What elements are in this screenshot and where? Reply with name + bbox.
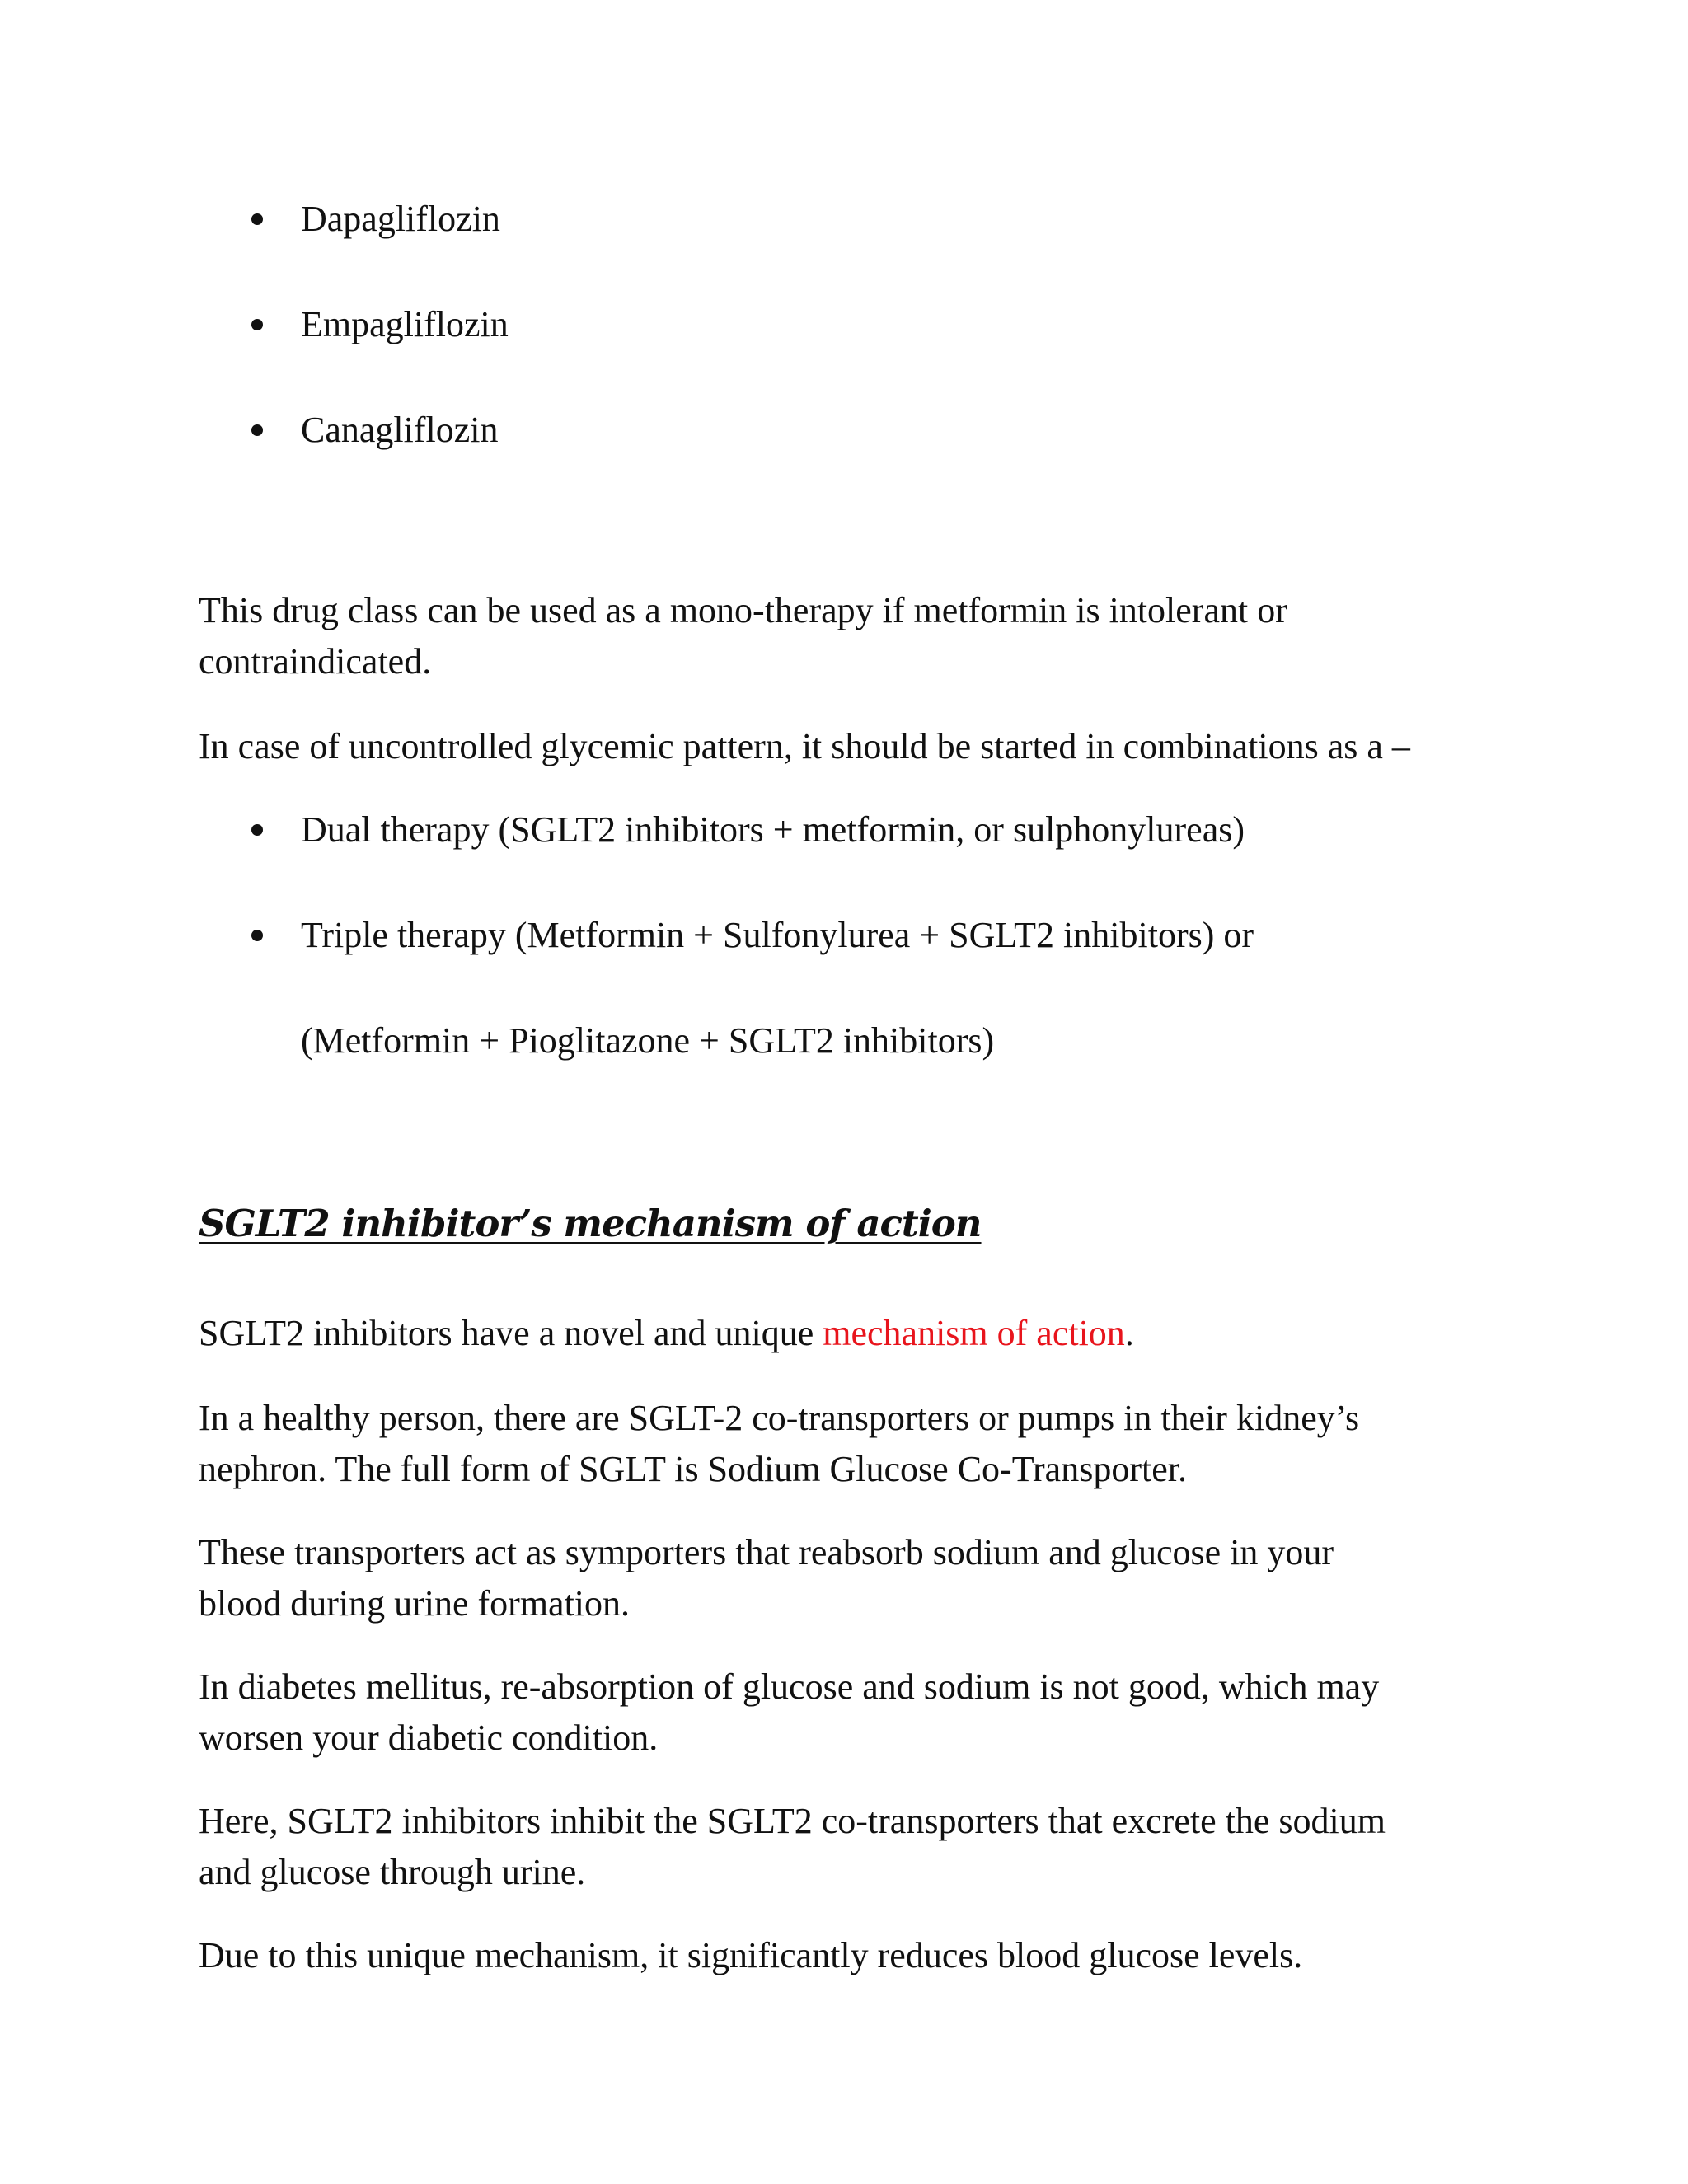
moa-intro-suffix: . [1124, 1313, 1134, 1353]
paragraph-line: In case of uncontrolled glycemic pattern, it should be started in combinations as a – [199, 726, 1410, 766]
paragraph-line: contraindicated. [199, 641, 432, 682]
paragraph-line: and glucose through urine. [199, 1852, 586, 1892]
paragraph-line: Due to this unique mechanism, it significantly reduces blood glucose levels. [199, 1935, 1303, 1975]
list-item-continuation [301, 1015, 994, 1066]
bullet-icon [251, 824, 263, 836]
paragraph-symporters [199, 1527, 1501, 1629]
bullet-icon [251, 213, 263, 225]
list-item-empagliflozin [251, 299, 509, 350]
list-item-canagliflozin [251, 405, 499, 456]
list-item-triple-therapy [251, 910, 1254, 961]
paragraph-diabetes-mellitus [199, 1661, 1501, 1764]
list-item-label: Empagliflozin [301, 304, 509, 344]
paragraph-line [199, 1308, 1501, 1359]
paragraph-line: nephron. The full form of SGLT is Sodium Glucose Co-Transporter. [199, 1449, 1187, 1489]
bullet-icon [251, 319, 263, 330]
paragraph-inhibition [199, 1796, 1501, 1898]
list-item-label: Dual therapy (SGLT2 inhibitors + metformin, or sulphonylureas) [301, 809, 1245, 850]
list-item-dual-therapy [251, 804, 1245, 855]
paragraph-mono-therapy [199, 585, 1501, 687]
bullet-icon [251, 930, 263, 941]
list-item-label: Canagliflozin [301, 410, 499, 450]
paragraph-line: In diabetes mellitus, re-absorption of glucose and sodium is not good, which may [199, 1666, 1380, 1707]
paragraph-line: blood during urine formation. [199, 1583, 631, 1624]
mechanism-of-action-link[interactable]: mechanism of action [823, 1313, 1125, 1353]
list-item-dapagliflozin [251, 194, 500, 245]
paragraph-healthy-person [199, 1393, 1501, 1495]
paragraph-moa-intro [199, 1308, 1501, 1359]
paragraph-combination-intro [199, 721, 1501, 772]
paragraph-line: In a healthy person, there are SGLT-2 co-transporters or pumps in their kidney’s [199, 1398, 1360, 1438]
list-item-label: Triple therapy (Metformin + Sulfonylurea + SGLT2 inhibitors) or [301, 915, 1254, 955]
list-item-label: (Metformin + Pioglitazone + SGLT2 inhibitors) [301, 1020, 995, 1061]
section-heading: SGLT2 inhibitor’s mechanism of action [199, 1202, 982, 1245]
list-item-label: Dapagliflozin [301, 199, 500, 239]
bullet-icon [251, 424, 263, 436]
paragraph-line: worsen your diabetic condition. [199, 1718, 659, 1758]
paragraph-line: Here, SGLT2 inhibitors inhibit the SGLT2 co-transporters that excrete the sodium [199, 1801, 1386, 1841]
paragraph-line: This drug class can be used as a mono-therapy if metformin is intolerant or [199, 590, 1287, 630]
paragraph-line: These transporters act as symporters that reabsorb sodium and glucose in your [199, 1532, 1334, 1572]
paragraph-conclusion [199, 1930, 1501, 1981]
moa-intro-prefix: SGLT2 inhibitors have a novel and unique [199, 1313, 823, 1353]
